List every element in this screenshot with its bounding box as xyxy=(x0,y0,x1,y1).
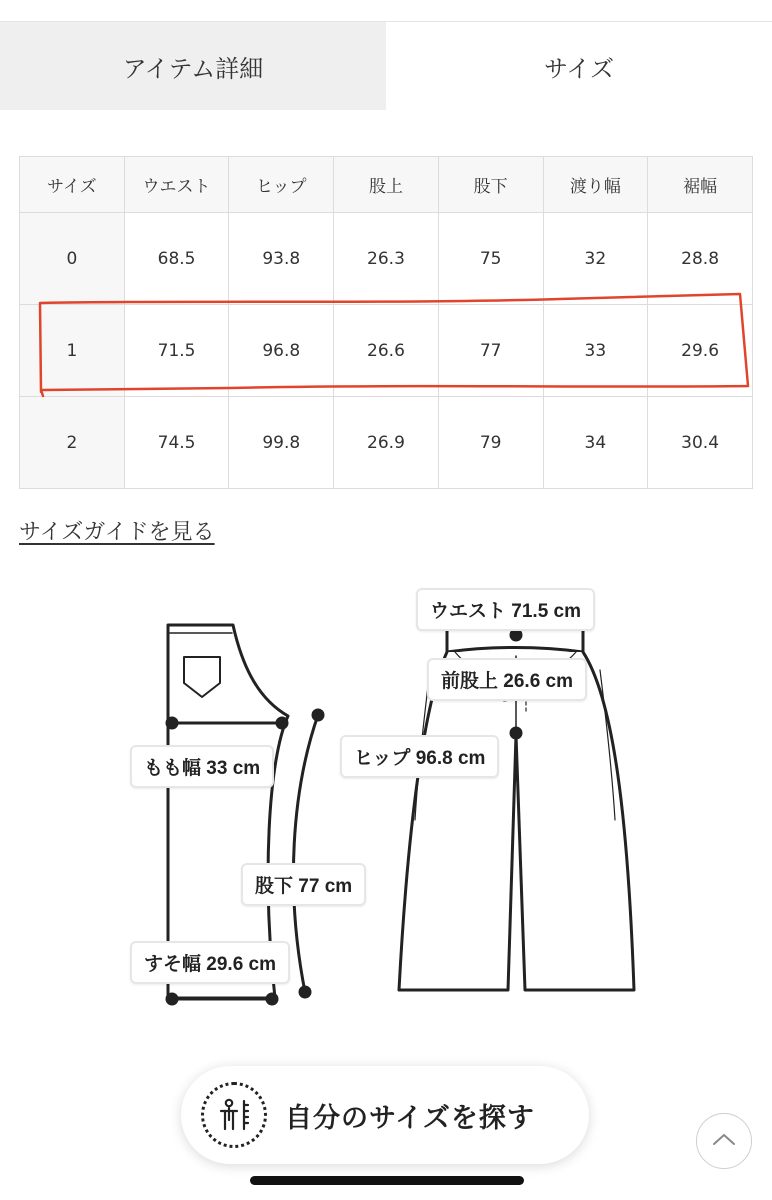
tab-bar xyxy=(0,22,772,110)
waist-label: ウエスト 71.5 cm xyxy=(416,588,595,631)
header-hem: 裾幅 xyxy=(648,157,753,213)
scroll-to-top-button[interactable] xyxy=(696,1113,752,1169)
table-cell: 26.3 xyxy=(334,213,439,305)
table-cell: 68.5 xyxy=(124,213,229,305)
chevron-up-icon xyxy=(711,1131,737,1151)
table-row xyxy=(20,397,753,489)
table-cell: 79 xyxy=(438,397,543,489)
size-guide-link[interactable]: サイズガイドを見る xyxy=(19,520,215,545)
pants-illustration xyxy=(0,560,772,1030)
measurement-diagram xyxy=(0,560,772,1030)
person-measure-icon xyxy=(201,1082,267,1148)
find-my-size-button[interactable] xyxy=(181,1066,589,1164)
header-rise: 股上 xyxy=(334,157,439,213)
table-cell: 26.9 xyxy=(334,397,439,489)
size-table xyxy=(19,156,753,489)
table-cell: 26.6 xyxy=(334,305,439,397)
table-cell: 74.5 xyxy=(124,397,229,489)
table-header-row xyxy=(20,157,753,213)
tab-size[interactable]: サイズ xyxy=(386,22,772,110)
table-row xyxy=(20,213,753,305)
table-cell: 99.8 xyxy=(229,397,334,489)
table-cell: 34 xyxy=(543,397,648,489)
table-cell: 75 xyxy=(438,213,543,305)
table-cell: 1 xyxy=(20,305,125,397)
table-cell: 30.4 xyxy=(648,397,753,489)
table-cell: 93.8 xyxy=(229,213,334,305)
table-row xyxy=(20,305,753,397)
home-indicator xyxy=(250,1176,524,1185)
tab-item-detail[interactable]: アイテム詳細 xyxy=(0,22,386,110)
table-cell: 96.8 xyxy=(229,305,334,397)
table-cell: 71.5 xyxy=(124,305,229,397)
header-size: サイズ xyxy=(20,157,125,213)
find-my-size-label: 自分のサイズを探す xyxy=(285,1102,535,1134)
thigh-label: もも幅 33 cm xyxy=(130,745,274,788)
table-cell: 77 xyxy=(438,305,543,397)
hip-label: ヒップ 96.8 cm xyxy=(340,735,499,778)
header-hip: ヒップ xyxy=(229,157,334,213)
inseam-label: 股下 77 cm xyxy=(241,863,366,906)
table-cell: 29.6 xyxy=(648,305,753,397)
header-thigh: 渡り幅 xyxy=(543,157,648,213)
hem-label: すそ幅 29.6 cm xyxy=(130,941,290,984)
table-cell: 32 xyxy=(543,213,648,305)
table-cell: 0 xyxy=(20,213,125,305)
table-cell: 28.8 xyxy=(648,213,753,305)
table-cell: 33 xyxy=(543,305,648,397)
header-inseam: 股下 xyxy=(438,157,543,213)
header-waist: ウエスト xyxy=(124,157,229,213)
table-cell: 2 xyxy=(20,397,125,489)
front-rise-label: 前股上 26.6 cm xyxy=(427,658,587,701)
